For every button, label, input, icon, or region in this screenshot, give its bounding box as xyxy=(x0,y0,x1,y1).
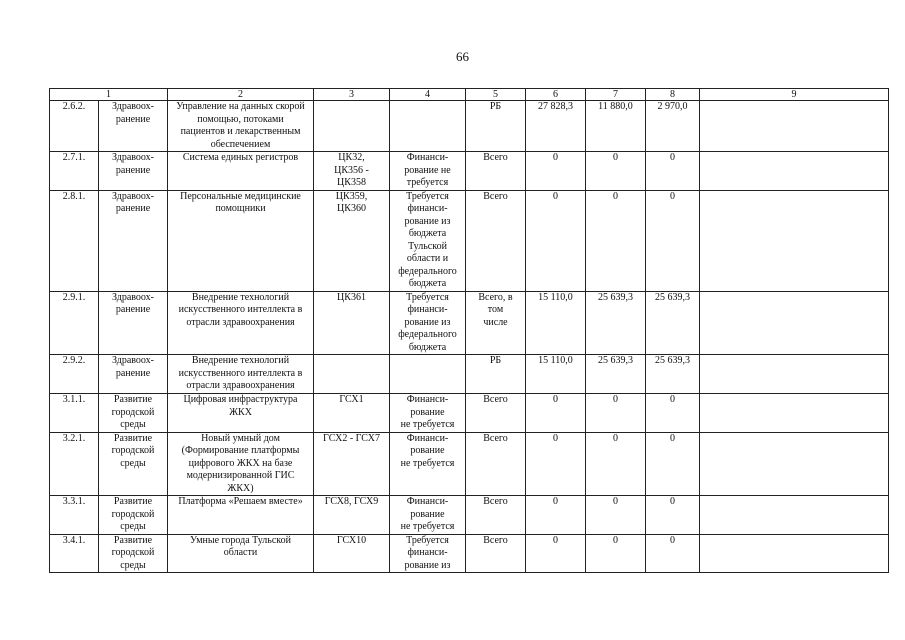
column-header: 8 xyxy=(646,89,700,101)
cell-name: Внедрение технологий искусственного интеллекта в отрасли здравоохранения xyxy=(168,291,314,355)
table-row xyxy=(50,432,889,496)
cell-ck xyxy=(314,101,390,152)
cell-v7: 0 xyxy=(586,152,646,191)
cell-v6: 0 xyxy=(526,190,586,291)
cell-fin: Финанси- рование не требуется xyxy=(390,496,466,535)
cell-v6: 15 110,0 xyxy=(526,355,586,394)
cell-v6: 27 828,3 xyxy=(526,101,586,152)
cell-src: Всего xyxy=(466,190,526,291)
table-row xyxy=(50,152,889,191)
cell-code: 3.2.1. xyxy=(50,432,99,496)
cell-fin xyxy=(390,355,466,394)
cell-v9 xyxy=(700,152,889,191)
cell-fin: Финанси- рование не требуется xyxy=(390,432,466,496)
cell-v7: 0 xyxy=(586,534,646,573)
cell-v6: 0 xyxy=(526,496,586,535)
cell-name: Новый умный дом (Формирование платформы цифрового ЖКХ на базе модернизированной ГИС ЖКХ) xyxy=(168,432,314,496)
cell-sector: Развитие городской среды xyxy=(99,496,168,535)
cell-sector: Здравоох- ранение xyxy=(99,101,168,152)
cell-sector: Развитие городской среды xyxy=(99,534,168,573)
table-row xyxy=(50,534,889,573)
cell-src: РБ xyxy=(466,101,526,152)
cell-src: Всего xyxy=(466,496,526,535)
cell-sector: Развитие городской среды xyxy=(99,394,168,433)
cell-code: 2.6.2. xyxy=(50,101,99,152)
cell-v8: 0 xyxy=(646,432,700,496)
cell-fin: Требуется финанси- рование из бюджета Тульской области и федерального бюджета xyxy=(390,190,466,291)
cell-sector: Здравоох- ранение xyxy=(99,291,168,355)
column-header: 1 xyxy=(50,89,168,101)
cell-v8: 0 xyxy=(646,534,700,573)
cell-v9 xyxy=(700,190,889,291)
cell-code: 2.8.1. xyxy=(50,190,99,291)
column-header: 5 xyxy=(466,89,526,101)
cell-code: 2.9.2. xyxy=(50,355,99,394)
cell-v6: 15 110,0 xyxy=(526,291,586,355)
cell-ck: ГСХ1 xyxy=(314,394,390,433)
cell-fin: Требуется финанси- рование из xyxy=(390,534,466,573)
cell-ck: ГСХ8, ГСХ9 xyxy=(314,496,390,535)
cell-name: Умные города Тульской области xyxy=(168,534,314,573)
cell-code: 3.4.1. xyxy=(50,534,99,573)
cell-v7: 25 639,3 xyxy=(586,291,646,355)
column-header: 3 xyxy=(314,89,390,101)
cell-v7: 25 639,3 xyxy=(586,355,646,394)
table-row xyxy=(50,496,889,535)
cell-src: Всего, в том числе xyxy=(466,291,526,355)
cell-v9 xyxy=(700,101,889,152)
cell-src: Всего xyxy=(466,534,526,573)
cell-v7: 11 880,0 xyxy=(586,101,646,152)
table-row xyxy=(50,291,889,355)
cell-src: Всего xyxy=(466,394,526,433)
cell-fin: Финанси- рование не требуется xyxy=(390,394,466,433)
cell-v9 xyxy=(700,496,889,535)
cell-ck: ЦК361 xyxy=(314,291,390,355)
column-header: 7 xyxy=(586,89,646,101)
cell-v6: 0 xyxy=(526,394,586,433)
cell-v6: 0 xyxy=(526,432,586,496)
table-row xyxy=(50,355,889,394)
cell-src: Всего xyxy=(466,432,526,496)
cell-name: Система единых регистров xyxy=(168,152,314,191)
cell-code: 2.7.1. xyxy=(50,152,99,191)
cell-v7: 0 xyxy=(586,394,646,433)
cell-name: Внедрение технологий искусственного интеллекта в отрасли здравоохранения xyxy=(168,355,314,394)
cell-sector: Здравоох- ранение xyxy=(99,355,168,394)
cell-fin: Требуется финанси- рование из федерального бюджета xyxy=(390,291,466,355)
cell-v6: 0 xyxy=(526,534,586,573)
cell-sector: Здравоох- ранение xyxy=(99,152,168,191)
table-row xyxy=(50,101,889,152)
cell-fin: Финанси- рование не требуется xyxy=(390,152,466,191)
cell-name: Цифровая инфраструктура ЖКХ xyxy=(168,394,314,433)
cell-name: Управление на данных скорой помощью, потоками пациентов и лекарственным обеспечением xyxy=(168,101,314,152)
cell-v8: 2 970,0 xyxy=(646,101,700,152)
cell-code: 3.1.1. xyxy=(50,394,99,433)
cell-ck: ГСХ2 - ГСХ7 xyxy=(314,432,390,496)
cell-sector: Здравоох- ранение xyxy=(99,190,168,291)
cell-src: РБ xyxy=(466,355,526,394)
column-header: 6 xyxy=(526,89,586,101)
column-header: 4 xyxy=(390,89,466,101)
cell-v9 xyxy=(700,291,889,355)
cell-v7: 0 xyxy=(586,432,646,496)
cell-v8: 0 xyxy=(646,394,700,433)
cell-v8: 0 xyxy=(646,496,700,535)
cell-code: 2.9.1. xyxy=(50,291,99,355)
cell-name: Персональные медицинские помощники xyxy=(168,190,314,291)
column-header: 9 xyxy=(700,89,889,101)
table-body xyxy=(50,101,889,573)
cell-ck: ЦК359, ЦК360 xyxy=(314,190,390,291)
cell-v9 xyxy=(700,432,889,496)
cell-v8: 0 xyxy=(646,152,700,191)
cell-v7: 0 xyxy=(586,190,646,291)
column-number-row xyxy=(50,89,889,101)
cell-sector: Развитие городской среды xyxy=(99,432,168,496)
cell-code: 3.3.1. xyxy=(50,496,99,535)
cell-v7: 0 xyxy=(586,496,646,535)
program-table xyxy=(49,88,889,573)
cell-ck xyxy=(314,355,390,394)
cell-v9 xyxy=(700,534,889,573)
column-header: 2 xyxy=(168,89,314,101)
cell-src: Всего xyxy=(466,152,526,191)
cell-v8: 25 639,3 xyxy=(646,291,700,355)
cell-name: Платформа «Решаем вместе» xyxy=(168,496,314,535)
cell-fin xyxy=(390,101,466,152)
cell-v8: 25 639,3 xyxy=(646,355,700,394)
cell-v6: 0 xyxy=(526,152,586,191)
table-row xyxy=(50,394,889,433)
table-row xyxy=(50,190,889,291)
page-number: 66 xyxy=(456,49,469,64)
cell-ck: ЦК32, ЦК356 - ЦК358 xyxy=(314,152,390,191)
cell-ck: ГСХ10 xyxy=(314,534,390,573)
cell-v9 xyxy=(700,355,889,394)
cell-v9 xyxy=(700,394,889,433)
cell-v8: 0 xyxy=(646,190,700,291)
